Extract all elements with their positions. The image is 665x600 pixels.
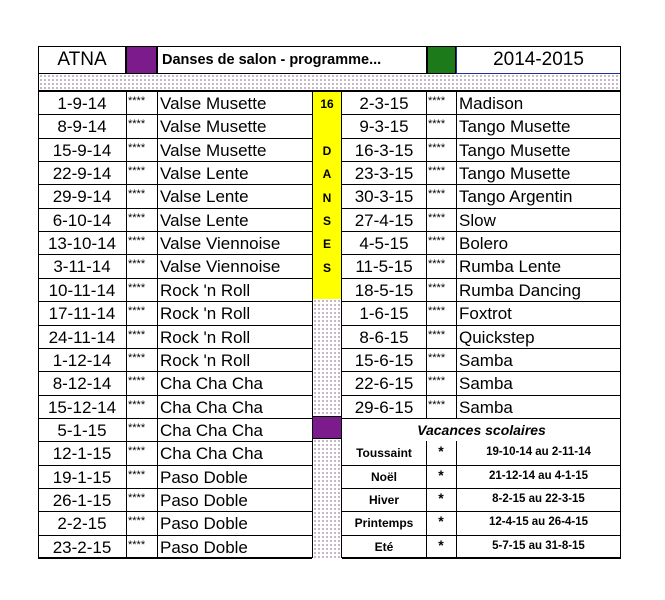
right-dance: Samba — [459, 374, 513, 394]
left-date: 1-12-14 — [52, 350, 112, 370]
season: 2014-2015 — [493, 49, 584, 70]
right-date: 15-6-15 — [354, 350, 414, 370]
left-row-line — [38, 465, 312, 466]
right-date: 11-5-15 — [355, 257, 413, 277]
left-stars: **** — [128, 95, 146, 107]
dances-count-letter: A — [322, 167, 332, 182]
left-stars: **** — [128, 211, 146, 224]
right-row-line — [342, 395, 621, 396]
left-row-line — [38, 558, 312, 559]
right-date: 23-3-15 — [354, 164, 414, 184]
left-stars: **** — [128, 328, 146, 341]
right-dance: Samba — [459, 350, 513, 370]
left-dance: Rock 'n Roll — [160, 350, 251, 370]
left-row-line — [38, 325, 312, 326]
dances-count-letter: D — [322, 144, 332, 158]
right-row-line — [342, 231, 621, 232]
left-stars: **** — [128, 141, 146, 154]
holiday-mark: * — [438, 443, 444, 460]
right-date: 22-6-15 — [354, 374, 414, 394]
left-stars: **** — [128, 398, 146, 411]
right-dance: Quickstep — [459, 327, 535, 347]
left-stars: **** — [128, 515, 146, 528]
right-dance: Tango Musette — [459, 164, 571, 184]
right-row-line — [342, 301, 621, 302]
club-name: ATNA — [57, 49, 107, 70]
left-date: 10-11-14 — [48, 280, 116, 300]
left-date: 6-10-14 — [52, 210, 112, 230]
left-row-line — [38, 441, 312, 442]
right-row-line — [342, 348, 621, 349]
left-stars: **** — [128, 188, 146, 201]
holiday-name: Noël — [370, 469, 397, 484]
right-stars: **** — [428, 118, 446, 131]
left-dance: Cha Cha Cha — [160, 397, 264, 417]
holiday-name: Eté — [374, 539, 394, 554]
right-row-line — [342, 535, 621, 536]
left-stars: **** — [128, 305, 146, 318]
right-row-line — [342, 161, 621, 162]
right-row-line — [342, 418, 621, 419]
left-dance: Valse Lente — [160, 210, 249, 230]
left-dance: Paso Doble — [160, 467, 248, 487]
left-row-line — [38, 161, 312, 162]
holiday-name: Toussaint — [356, 446, 412, 461]
right-row-line — [342, 208, 621, 209]
left-row-line — [38, 418, 312, 419]
left-date: 19-1-15 — [52, 467, 112, 487]
left-date: 5-1-15 — [57, 420, 107, 440]
left-dance: Paso Doble — [160, 490, 248, 510]
left-date: 3-11-14 — [53, 257, 111, 277]
left-dance: Valse Musette — [160, 140, 267, 160]
middle-purple-swatch — [312, 416, 342, 439]
left-date: 26-1-15 — [52, 490, 112, 510]
dances-count-letter: S — [322, 213, 331, 228]
holiday-range: 19-10-14 au 2-11-14 — [486, 446, 591, 459]
left-stars: **** — [128, 421, 146, 434]
right-stars: **** — [428, 188, 446, 201]
left-dance: Valse Viennoise — [160, 257, 281, 277]
left-stars: **** — [128, 468, 146, 481]
left-dance: Rock 'n Roll — [160, 280, 251, 300]
left-dance: Valse Lente — [160, 164, 249, 184]
right-row-line — [342, 114, 621, 115]
left-row-line — [38, 208, 312, 209]
left-row-line — [38, 114, 312, 115]
left-dance: Cha Cha Cha — [160, 374, 264, 394]
right-dance: Madison — [459, 94, 524, 113]
left-stars: **** — [128, 538, 146, 551]
right-stars: **** — [428, 328, 446, 341]
dances-count-letter: N — [322, 190, 332, 205]
right-stars: **** — [428, 258, 446, 271]
right-row-line — [342, 465, 621, 466]
left-stars: **** — [128, 258, 146, 271]
left-row-line — [38, 301, 312, 302]
holiday-mark: * — [438, 489, 444, 506]
right-date: 4-5-15 — [359, 234, 409, 254]
right-stars: **** — [428, 305, 446, 318]
left-dance: Valse Musette — [160, 117, 267, 137]
holiday-mark: * — [438, 513, 444, 530]
left-date: 12-1-15 — [52, 444, 112, 464]
left-stars: **** — [128, 281, 146, 294]
holiday-name: Printemps — [354, 516, 414, 531]
right-date: 2-3-15 — [359, 94, 409, 113]
left-stars: **** — [128, 445, 146, 458]
right-dance: Bolero — [459, 234, 509, 254]
left-row-line — [38, 535, 312, 536]
right-dance: Rumba Dancing — [459, 280, 581, 300]
left-dance: Valse Viennoise — [160, 234, 281, 254]
left-col-line — [126, 91, 127, 558]
right-row-line — [342, 325, 621, 326]
right-row-line — [342, 254, 621, 255]
holidays-title: Vacances scolaires — [417, 422, 546, 438]
right-dance: Rumba Lente — [459, 257, 562, 277]
left-date: 17-11-14 — [48, 304, 116, 324]
middle-hatched-column — [312, 299, 342, 416]
left-date: 8-12-14 — [52, 374, 112, 394]
right-dance: Foxtrot — [459, 304, 512, 324]
left-dance: Rock 'n Roll — [160, 327, 251, 347]
left-row-line — [38, 395, 312, 396]
left-row-line — [38, 138, 312, 139]
left-row-line — [38, 348, 312, 349]
right-row-line — [342, 558, 621, 559]
right-row-line — [342, 488, 621, 489]
left-date: 2-2-15 — [57, 514, 107, 534]
left-stars: **** — [128, 351, 146, 364]
right-date: 8-6-15 — [359, 327, 409, 347]
left-date: 15-12-14 — [47, 397, 117, 417]
left-stars: **** — [128, 118, 146, 131]
left-date: 24-11-14 — [48, 327, 116, 347]
right-dance: Tango Argentin — [459, 187, 573, 207]
left-row-line — [38, 278, 312, 279]
right-dance: Slow — [459, 210, 496, 230]
right-stars: **** — [428, 281, 446, 294]
left-dance: Paso Doble — [160, 537, 248, 557]
left-row-line — [38, 184, 312, 185]
right-col-line — [426, 91, 427, 418]
holiday-mark: * — [438, 536, 444, 553]
holiday-range: 12-4-15 au 26-4-15 — [488, 516, 589, 529]
right-date: 18-5-15 — [354, 280, 414, 300]
right-date: 27-4-15 — [354, 210, 414, 230]
right-dance: Tango Musette — [459, 140, 571, 160]
holiday-range: 21-12-14 au 4-1-15 — [488, 469, 589, 482]
right-date: 9-3-15 — [359, 117, 409, 137]
program-title: Danses de salon - programme... — [162, 52, 382, 68]
right-row-line — [342, 511, 621, 512]
holiday-name: Hiver — [368, 492, 400, 507]
holiday-range: 8-2-15 au 22-3-15 — [492, 492, 585, 505]
right-stars: **** — [428, 95, 446, 107]
right-stars: **** — [428, 351, 446, 364]
dances-count-number: 16 — [320, 97, 334, 111]
left-dance: Valse Musette — [160, 94, 267, 113]
left-row-line — [38, 254, 312, 255]
right-stars: **** — [428, 375, 446, 388]
right-date: 1-6-15 — [359, 304, 409, 324]
right-dance: Tango Musette — [459, 117, 571, 137]
left-dance: Paso Doble — [160, 514, 248, 534]
right-stars: **** — [428, 398, 446, 411]
left-stars: **** — [128, 235, 146, 248]
right-col-line — [456, 91, 457, 418]
right-stars: **** — [428, 141, 446, 154]
left-col-line — [157, 91, 158, 558]
right-row-line — [342, 371, 621, 372]
left-date: 13-10-14 — [47, 234, 117, 254]
right-row-line — [342, 184, 621, 185]
left-date: 23-2-15 — [52, 537, 112, 557]
left-row-line — [38, 511, 312, 512]
left-row-line — [38, 371, 312, 372]
right-dance: Samba — [459, 397, 513, 417]
left-dance: Cha Cha Cha — [160, 444, 264, 464]
middle-hatched-column-lower — [312, 439, 342, 558]
right-stars: **** — [428, 165, 446, 178]
right-date: 29-6-15 — [354, 397, 414, 417]
right-row-line — [342, 278, 621, 279]
holiday-mark: * — [438, 466, 444, 483]
right-stars: **** — [428, 235, 446, 248]
left-date: 29-9-14 — [52, 187, 112, 207]
right-date: 16-3-15 — [354, 140, 414, 160]
left-dance: Cha Cha Cha — [160, 420, 264, 440]
left-date: 8-9-14 — [57, 117, 107, 137]
left-dance: Rock 'n Roll — [160, 304, 251, 324]
right-date: 30-3-15 — [354, 187, 414, 207]
dances-count-letter: E — [322, 237, 331, 252]
left-date: 15-9-14 — [52, 140, 112, 160]
left-row-line — [38, 231, 312, 232]
holiday-range: 5-7-15 au 31-8-15 — [492, 539, 585, 552]
left-date: 1-9-14 — [57, 94, 107, 113]
left-stars: **** — [128, 491, 146, 504]
right-row-line — [342, 138, 621, 139]
dances-count-letter: S — [322, 260, 331, 275]
left-stars: **** — [128, 375, 146, 388]
left-stars: **** — [128, 165, 146, 178]
left-dance: Valse Lente — [160, 187, 249, 207]
left-date: 22-9-14 — [52, 164, 112, 184]
right-stars: **** — [428, 211, 446, 224]
left-row-line — [38, 488, 312, 489]
